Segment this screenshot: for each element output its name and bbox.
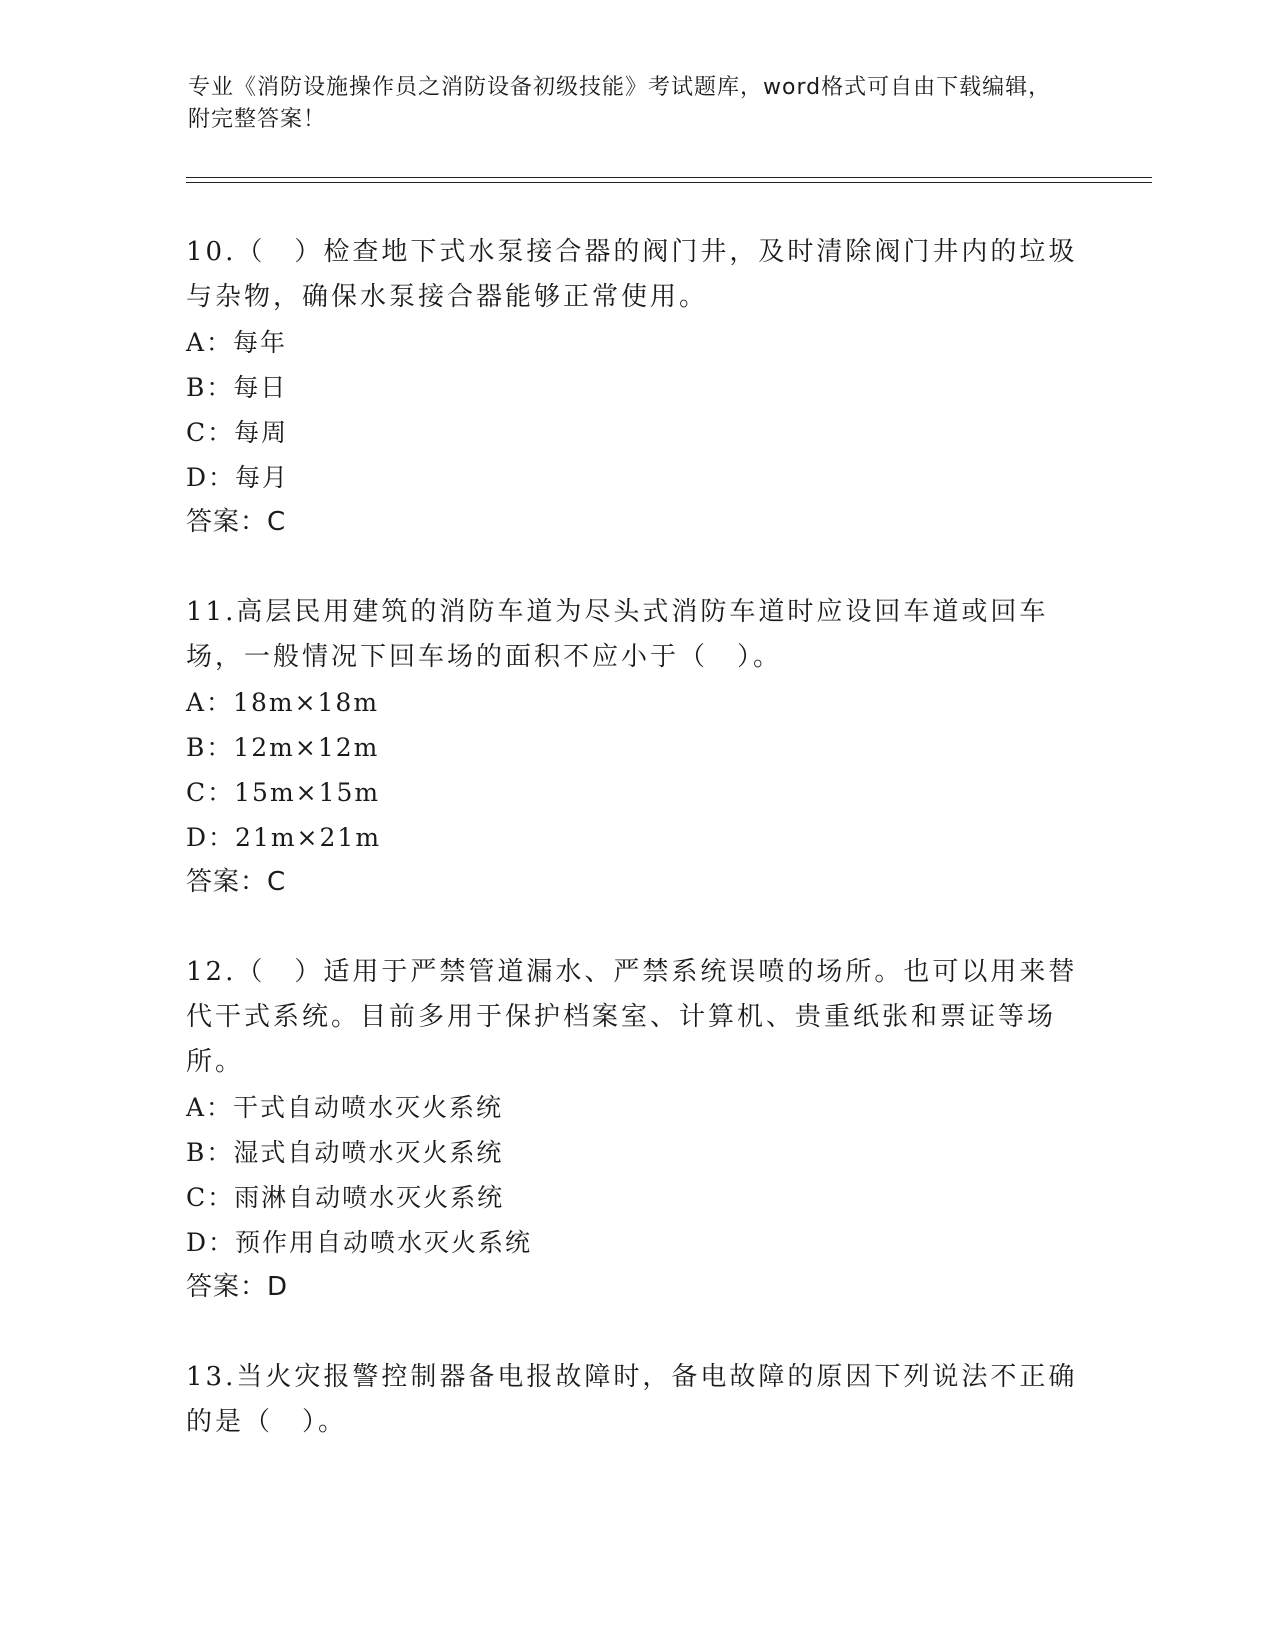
option-a: A：每年 bbox=[186, 328, 288, 357]
question-10 bbox=[186, 230, 1086, 545]
question-12 bbox=[186, 950, 1086, 1310]
question-text: 11.高层民用建筑的消防车道为尽头式消防车道时应设回车道或回车场，一般情况下回车场的面积不应小于（ ）。 bbox=[186, 597, 1049, 672]
option-d: D：21m×21m bbox=[186, 823, 382, 852]
option-b: B：每日 bbox=[186, 373, 288, 402]
option-c: C：15m×15m bbox=[186, 778, 381, 807]
option-a: A：干式自动喷水灭火系统 bbox=[186, 1093, 504, 1122]
answer: 答案：C bbox=[186, 507, 287, 537]
option-c: C：雨淋自动喷水灭火系统 bbox=[186, 1183, 505, 1212]
option-a: A：18m×18m bbox=[186, 688, 380, 717]
question-text: 12.（ ）适用于严禁管道漏水、严禁系统误喷的场所。也可以用来替代干式系统。目前多用于保护档案室、计算机、贵重纸张和票证等场所。 bbox=[186, 957, 1078, 1077]
document-header: 专业《消防设施操作员之消防设备初级技能》考试题库，word格式可自由下载编辑，附完整答案！ bbox=[188, 75, 1052, 132]
header-divider-bottom bbox=[186, 182, 1152, 183]
question-text: 10.（ ）检查地下式水泵接合器的阀门井，及时清除阀门井内的垃圾与杂物，确保水泵接合器能够正常使用。 bbox=[186, 237, 1078, 312]
answer: 答案：D bbox=[186, 1272, 289, 1302]
question-list bbox=[186, 230, 1086, 1490]
option-d: D：预作用自动喷水灭火系统 bbox=[186, 1228, 533, 1257]
question-text: 13.当火灾报警控制器备电报故障时，备电故障的原因下列说法不正确的是（ ）。 bbox=[186, 1362, 1078, 1437]
option-b: B：12m×12m bbox=[186, 733, 380, 762]
question-13 bbox=[186, 1355, 1086, 1445]
option-b: B：湿式自动喷水灭火系统 bbox=[186, 1138, 504, 1167]
answer: 答案：C bbox=[186, 867, 287, 897]
question-11 bbox=[186, 590, 1086, 905]
option-d: D：每月 bbox=[186, 463, 290, 492]
option-c: C：每周 bbox=[186, 418, 289, 447]
header-divider-top bbox=[186, 177, 1152, 178]
